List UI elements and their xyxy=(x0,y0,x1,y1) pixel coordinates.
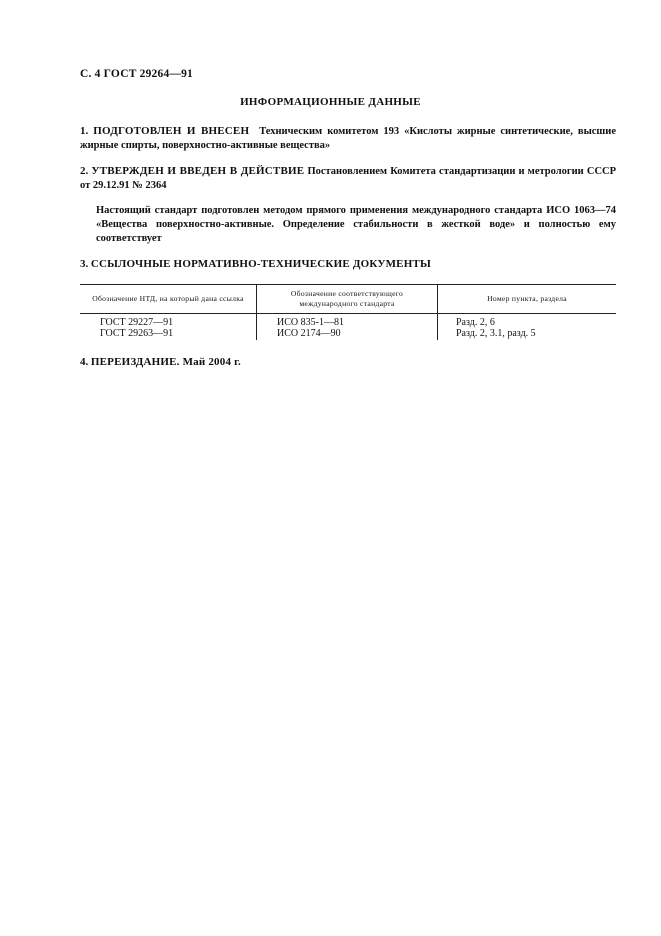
table-body xyxy=(80,314,616,340)
table-column-ntd xyxy=(80,314,257,340)
item-4-number: 4. xyxy=(80,356,89,368)
column-header-ntd: Обозначение НТД, на который дана ссылка xyxy=(80,285,257,313)
table-cell: ИСО 2174—90 xyxy=(277,328,341,339)
table-cell: Разд. 2, 3.1, разд. 5 xyxy=(456,328,536,339)
item-4 xyxy=(80,355,616,370)
item-3-number: 3. xyxy=(80,258,89,270)
compliance-note: Настоящий стандарт подготовлен методом прямого применения международного стандарта ИСО 1063—74 «Вещества поверхностно-активные. Определение стабильности в жесткой воде» и полностью ему соответствует xyxy=(96,205,616,244)
section-title: ИНФОРМАЦИОННЫЕ ДАННЫЕ xyxy=(240,96,421,108)
table-header xyxy=(80,285,616,314)
item-2-text: Постановлением Комитета стандартизации и метрологии СССР от 29.12.91 № 2364 xyxy=(80,166,617,191)
item-4-caption: ПЕРЕИЗДАНИЕ. Май 2004 г. xyxy=(90,356,242,368)
page-header: С. 4 ГОСТ 29264—91 xyxy=(80,68,193,80)
table-cell: ИСО 835-1—81 xyxy=(277,317,344,328)
references-table xyxy=(80,284,616,340)
table-column-intl xyxy=(257,314,438,340)
table-cell: ГОСТ 29227—91 xyxy=(100,317,174,328)
column-header-clause: Номер пункта, раздела xyxy=(487,294,567,303)
item-3 xyxy=(80,257,616,272)
table-cell: ГОСТ 29263—91 xyxy=(100,328,174,339)
column-header-intl-standard: Обозначение соответствующего международного стандарта xyxy=(257,285,438,313)
item-1-caption: ПОДГОТОВЛЕН И ВНЕСЕН xyxy=(93,125,250,137)
item-1 xyxy=(80,124,616,153)
item-1-number: 1. xyxy=(80,125,89,137)
item-2 xyxy=(80,164,616,193)
item-1-text: Техническим комитетом 193 «Кислоты жирные синтетические, высшие жирные спирты, поверхностно-активные вещества» xyxy=(80,126,617,151)
table-column-clause xyxy=(438,314,616,340)
item-2-caption: УТВЕРЖДЕН И ВВЕДЕН В ДЕЙСТВИЕ xyxy=(91,165,305,177)
item-2-number: 2. xyxy=(80,165,89,177)
item-3-caption: ССЫЛОЧНЫЕ НОРМАТИВНО-ТЕХНИЧЕСКИЕ ДОКУМЕНТЫ xyxy=(90,258,432,270)
table-cell: Разд. 2, 6 xyxy=(456,317,495,328)
